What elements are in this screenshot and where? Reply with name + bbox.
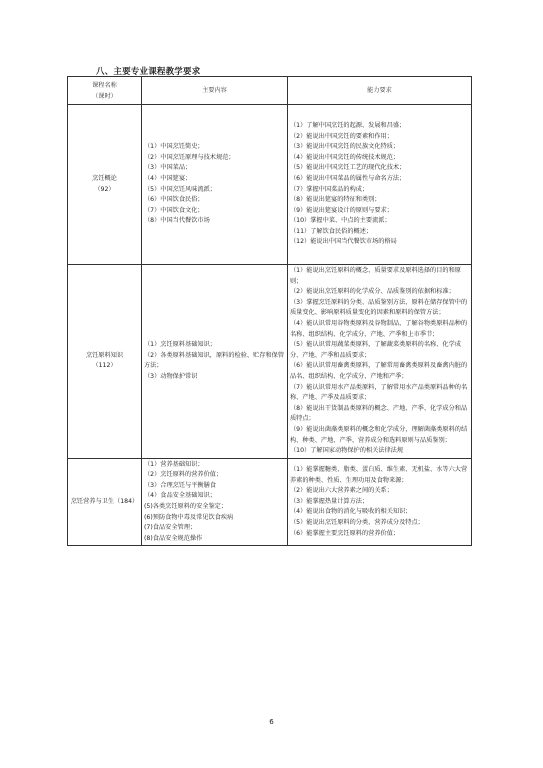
ability-item: （5）能说出中国烹饪工艺的现代化技术； xyxy=(290,164,406,172)
page-number: 6 xyxy=(269,718,274,726)
ability-item: （1）了解中国烹饪的起源、发展和昌盛； xyxy=(290,121,406,129)
ability-item: （7）能认识常用水产品类原料，了解常用水产品类原料品种的名称、产地、产季及品质要求； xyxy=(290,383,468,402)
header-course-label: 课程名称 xyxy=(92,81,117,89)
ability-item: （3）掌握烹饪原料的分类、品质鉴别方法、原料在储存保管中的质量变化、影响原料质量变化的因素和原料的保管方法； xyxy=(290,298,468,317)
ability-item: （4）能说出食物的消化与吸收的相关知识； xyxy=(290,508,412,516)
course-name-cell xyxy=(68,265,142,459)
course-hours: （112） xyxy=(92,362,117,370)
ability-item: （3）能说出中国烹饪的民族文化特质； xyxy=(290,143,400,151)
course-content-cell xyxy=(142,105,288,265)
ability-item: （5）能说出烹饪原料的分类、营养成分及特点； xyxy=(290,518,424,526)
header-hours-label: （课时） xyxy=(92,92,117,100)
table-row xyxy=(68,458,472,546)
content-item: （2）各类原料基础知识，原料的检验、贮存和保管方法； xyxy=(144,351,285,370)
course-hours: （92） xyxy=(94,185,115,193)
course-name-cell xyxy=(68,458,142,546)
ability-item: （6）能认识常用畜禽类原料，了解常用畜禽类原料及畜禽内脏的品名、组织结构、化学成分、产地和产季； xyxy=(290,362,468,380)
ability-item: （8）能说出干货制品类原料的概念、产地、产季、化学成分和品质特点； xyxy=(290,404,468,423)
ability-item: （6）能掌握主要烹饪原料的营养价值； xyxy=(290,529,400,537)
ability-item: （12）能说出中国当代餐饮市场的格局 xyxy=(290,238,397,246)
ability-item: （2）能说出六大营养素之间的关系； xyxy=(290,487,393,495)
content-item: （1）烹饪原料基础知识； xyxy=(144,341,216,349)
content-item: （1）营养基础知识； xyxy=(144,460,204,468)
ability-item: （11）了解饮食民俗的概述； xyxy=(290,227,373,235)
table-row xyxy=(68,265,472,459)
ability-item: （6）能说出中国菜品的属性与命名方法； xyxy=(290,174,406,182)
content-item: （4）中国筵宴； xyxy=(144,174,192,182)
ability-item: （4）能认识常用谷物类原料及谷物制品，了解谷物类原料品种的名称、组织结构、化学成分、产地、产季和上市季节； xyxy=(290,319,468,338)
header-ability: 能力要求 xyxy=(288,77,472,105)
ability-item: （10）掌握中菜、中点的主要流派； xyxy=(290,217,391,225)
ability-item: （2）能说出烹饪原料的化学成分、品质鉴别的依据和标准； xyxy=(290,288,455,296)
section-title: 八、主要专业课程教学要求 xyxy=(96,67,201,77)
ability-item: （3）能掌握热量计算方法； xyxy=(290,497,369,505)
content-item: (7)食品安全管理； xyxy=(144,524,197,532)
content-item: （2）中国烹饪原理与技术规范； xyxy=(144,153,235,161)
content-item: （8）中国当代餐饮市场 xyxy=(144,217,210,225)
content-item: （1）中国烹饪简史； xyxy=(144,143,204,151)
header-content: 主要内容 xyxy=(142,77,288,105)
ability-item: （1）能说出烹饪原料的概念、质量要求及原料选择的目的和原则； xyxy=(290,267,461,285)
course-name: 烹饪原料知识 xyxy=(85,351,124,359)
content-item: （3）合理烹饪与平衡膳食 xyxy=(144,481,216,489)
ability-item: （2）能说出中国烹饪的要素和作用； xyxy=(290,132,393,140)
table-row xyxy=(68,105,472,265)
content-item: (8)食品安全规范操作 xyxy=(144,534,203,542)
course-name-cell xyxy=(68,105,142,265)
course-name: 烹饪营养与卫生（184） xyxy=(70,497,139,505)
table-header-row xyxy=(68,77,472,105)
ability-item: （1）能掌握糖类、脂类、蛋白质、维生素、无机盐、水等六大营养素的种类、性质、生理功用及食物来源； xyxy=(290,465,468,484)
content-item: (5)各类烹饪原料的安全鉴定； xyxy=(144,503,228,511)
course-name: 烹饪概论 xyxy=(92,174,117,182)
ability-item: （7）掌握中国菜品的构成； xyxy=(290,185,369,193)
course-table xyxy=(67,76,472,546)
ability-item: （5）能认识常用蔬菜类原料，了解蔬菜类原料的名称、化学成分、产地、产季和品质要求； xyxy=(290,341,461,359)
course-content-cell xyxy=(142,458,288,546)
ability-item: （9）能说出菌藻类原料的概念和化学成分，理解菌藻类原料的结构、种类、产地、产季、营养成分和选料原则与品质鉴别； xyxy=(290,425,468,444)
course-ability-cell xyxy=(288,105,472,265)
course-content-cell xyxy=(142,265,288,459)
ability-item: （8）能说出筵宴的特征和类别； xyxy=(290,196,381,204)
header-course-name xyxy=(68,77,142,105)
content-item: （6）中国饮食民俗； xyxy=(144,196,204,204)
course-ability-cell xyxy=(288,265,472,459)
content-item: （2）烹饪原料的营养价值； xyxy=(144,471,223,479)
ability-item: （9）能说出筵宴设计的原则与要求； xyxy=(290,206,393,214)
ability-item: （10）了解国家动物保护的相关法律法规 xyxy=(290,447,404,455)
content-item: （4）食品安全基础知识； xyxy=(144,492,216,500)
content-item: （3）中国菜品； xyxy=(144,164,192,172)
content-item: (6)预防食物中毒及常见饮食疾病 xyxy=(144,513,234,521)
content-item: （5）中国烹饪风味流派； xyxy=(144,185,216,193)
content-item: （7）中国饮食文化； xyxy=(144,206,204,214)
ability-item: （4）能说出中国烹饪的传统技术规范； xyxy=(290,153,400,161)
content-item: （3）动物保护常识 xyxy=(144,372,198,380)
course-ability-cell xyxy=(288,458,472,546)
